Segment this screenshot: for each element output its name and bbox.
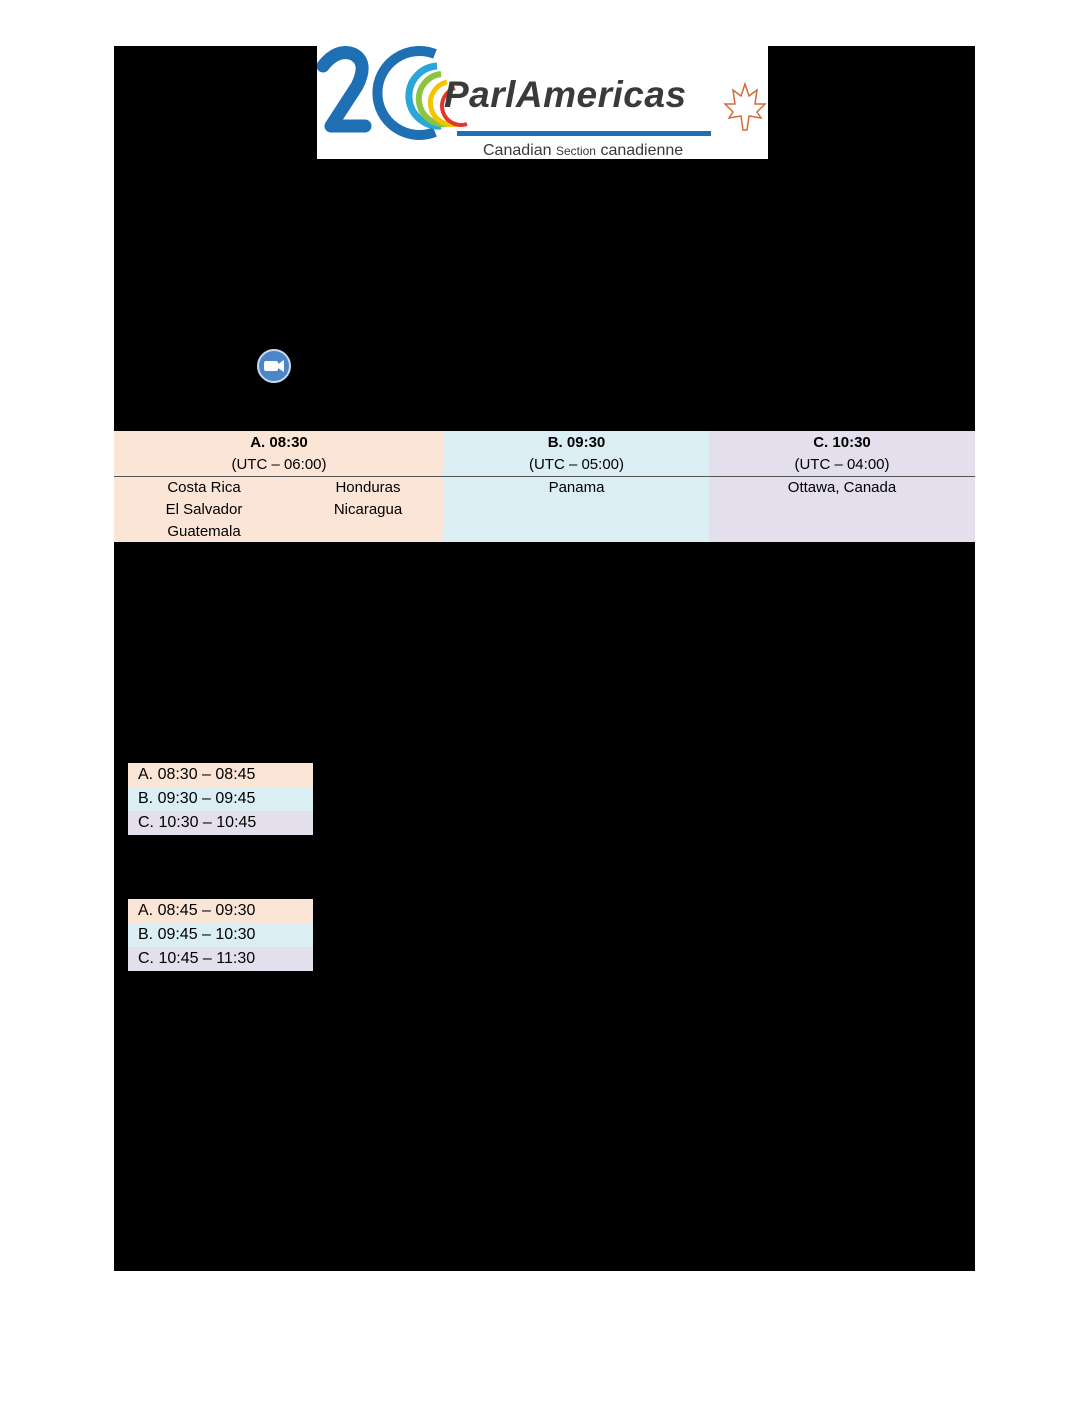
timezone-utc-b: (UTC – 05:00): [528, 456, 625, 473]
logo-subtitle-part2: Section: [555, 144, 596, 158]
timezone-header-c: [709, 431, 975, 476]
logo-subtitle-part1: Canadian: [483, 142, 552, 159]
timezone-table: [114, 431, 975, 542]
parlamericas-logo: [317, 46, 768, 159]
timezone-utc-c: (UTC – 04:00): [794, 456, 890, 473]
session-1-slot-b: B. 09:30 – 09:45: [128, 787, 313, 811]
timezone-column-c: [709, 431, 975, 542]
timezone-column-b: [444, 431, 709, 542]
country-item: El Salvador: [165, 501, 243, 518]
timezone-header-divider: [114, 476, 975, 477]
timezone-header-a: [114, 431, 444, 476]
logo-subtitle: [483, 142, 683, 160]
timezone-title-b: B. 09:30: [547, 434, 606, 451]
timezone-title-a: A. 08:30: [250, 434, 308, 451]
session-1-times: [128, 763, 313, 835]
session-2-slot-b: B. 09:45 – 10:30: [128, 923, 313, 947]
country-item: Ottawa, Canada: [787, 479, 897, 496]
logo-underline: [457, 131, 711, 136]
logo-subtitle-part3: canadienne: [600, 142, 684, 159]
timezone-title-c: C. 10:30: [813, 434, 871, 451]
country-item: Guatemala: [167, 523, 241, 540]
zoom-video-icon[interactable]: [257, 349, 291, 383]
country-list-a2: [318, 477, 418, 521]
country-list-a1: [154, 477, 254, 543]
timezone-utc-a: (UTC – 06:00): [231, 456, 327, 473]
document-body: [114, 46, 975, 1271]
session-2-times: [128, 899, 313, 971]
timezone-header-b: [444, 431, 709, 476]
timezone-column-a: [114, 431, 444, 542]
logo-name: ParlAmericas: [444, 74, 687, 115]
timezone-countries-b: [444, 477, 709, 499]
session-1-slot-c: C. 10:30 – 10:45: [128, 811, 313, 835]
country-item: Costa Rica: [167, 479, 241, 496]
session-2-slot-c: C. 10:45 – 11:30: [128, 947, 313, 971]
country-item: Honduras: [335, 479, 401, 496]
timezone-countries-c: [709, 477, 975, 499]
session-1-slot-a: A. 08:30 – 08:45: [128, 763, 313, 787]
session-2-slot-a: A. 08:45 – 09:30: [128, 899, 313, 923]
country-item: Nicaragua: [333, 501, 403, 518]
country-item: Panama: [548, 479, 605, 496]
